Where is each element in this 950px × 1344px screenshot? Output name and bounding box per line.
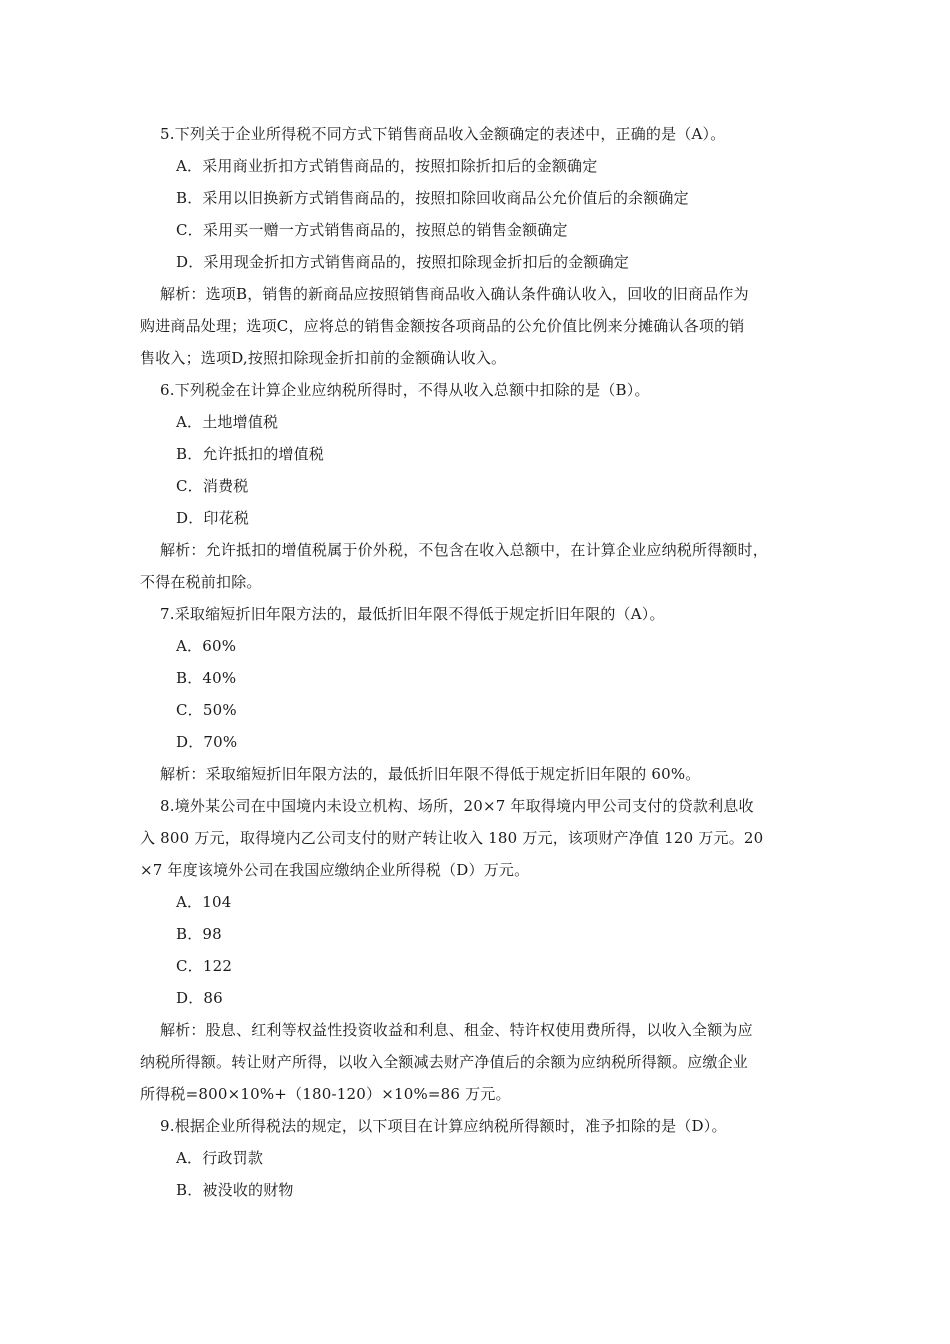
question-5-option-c: C．采用买一赠一方式销售商品的，按照总的销售金额确定 bbox=[176, 221, 568, 239]
question-8-explanation-line-3: 所得税=800×10%+（180-120）×10%=86 万元。 bbox=[140, 1085, 511, 1103]
question-6-stem: 6.下列税金在计算企业应纳税所得时，不得从收入总额中扣除的是（B）。 bbox=[160, 381, 650, 399]
question-9-option-a: A．行政罚款 bbox=[176, 1149, 264, 1167]
question-8-option-c: C．122 bbox=[176, 957, 233, 975]
question-8-stem-line-1: 8.境外某公司在中国境内未设立机构、场所，20×7 年取得境内甲公司支付的贷款利息收 bbox=[160, 797, 754, 815]
question-7-option-b: B．40% bbox=[176, 669, 237, 687]
question-6-option-d: D．印花税 bbox=[176, 509, 250, 527]
question-7-option-c: C．50% bbox=[176, 701, 237, 719]
question-6-option-c: C．消费税 bbox=[176, 477, 249, 495]
question-8-explanation-line-1: 解析：股息、红利等权益性投资收益和利息、租金、特许权使用费所得，以收入全额为应 bbox=[160, 1021, 753, 1039]
question-7-option-d: D．70% bbox=[176, 733, 238, 751]
question-8-option-a: A．104 bbox=[176, 893, 232, 911]
question-5-option-a: A．采用商业折扣方式销售商品的，按照扣除折扣后的金额确定 bbox=[176, 157, 598, 175]
question-7-explanation-line-1: 解析：采取缩短折旧年限方法的，最低折旧年限不得低于规定折旧年限的 60%。 bbox=[160, 765, 701, 783]
question-6-explanation-line-1: 解析：允许抵扣的增值税属于价外税，不包含在收入总额中，在计算企业应纳税所得额时， bbox=[160, 541, 769, 559]
question-8-explanation-line-2: 纳税所得额。转让财产所得，以收入全额减去财产净值后的余额为应纳税所得额。应缴企业 bbox=[140, 1053, 749, 1071]
question-8-stem-line-3: ×7 年度该境外公司在我国应缴纳企业所得税（D）万元。 bbox=[140, 861, 530, 879]
question-9-option-b: B．被没收的财物 bbox=[176, 1181, 294, 1199]
question-6-option-a: A．土地增值税 bbox=[176, 413, 279, 431]
question-6-option-b: B．允许抵扣的增值税 bbox=[176, 445, 325, 463]
question-7-stem: 7.采取缩短折旧年限方法的，最低折旧年限不得低于规定折旧年限的（A）。 bbox=[160, 605, 665, 623]
question-5-explanation-line-2: 购进商品处理；选项C，应将总的销售金额按各项商品的公允价值比例来分摊确认各项的销 bbox=[140, 317, 745, 335]
question-5-stem: 5.下列关于企业所得税不同方式下销售商品收入金额确定的表述中，正确的是（A）。 bbox=[160, 125, 726, 143]
question-8-option-b: B．98 bbox=[176, 925, 222, 943]
question-5-explanation-line-1: 解析：选项B，销售的新商品应按照销售商品收入确认条件确认收入，回收的旧商品作为 bbox=[160, 285, 749, 303]
question-8-option-d: D．86 bbox=[176, 989, 223, 1007]
question-8-stem-line-2: 入 800 万元，取得境内乙公司支付的财产转让收入 180 万元，该项财产净值 120 万元。20 bbox=[140, 829, 764, 847]
question-9-stem: 9.根据企业所得税法的规定，以下项目在计算应纳税所得额时，准予扣除的是（D）。 bbox=[160, 1117, 727, 1135]
question-5-option-b: B．采用以旧换新方式销售商品的，按照扣除回收商品公允价值后的余额确定 bbox=[176, 189, 689, 207]
question-5-option-d: D．采用现金折扣方式销售商品的，按照扣除现金折扣后的金额确定 bbox=[176, 253, 630, 271]
question-7-option-a: A．60% bbox=[176, 637, 237, 655]
question-5-explanation-line-3: 售收入；选项D,按照扣除现金折扣前的金额确认收入。 bbox=[140, 349, 507, 367]
question-6-explanation-line-2: 不得在税前扣除。 bbox=[140, 573, 262, 591]
